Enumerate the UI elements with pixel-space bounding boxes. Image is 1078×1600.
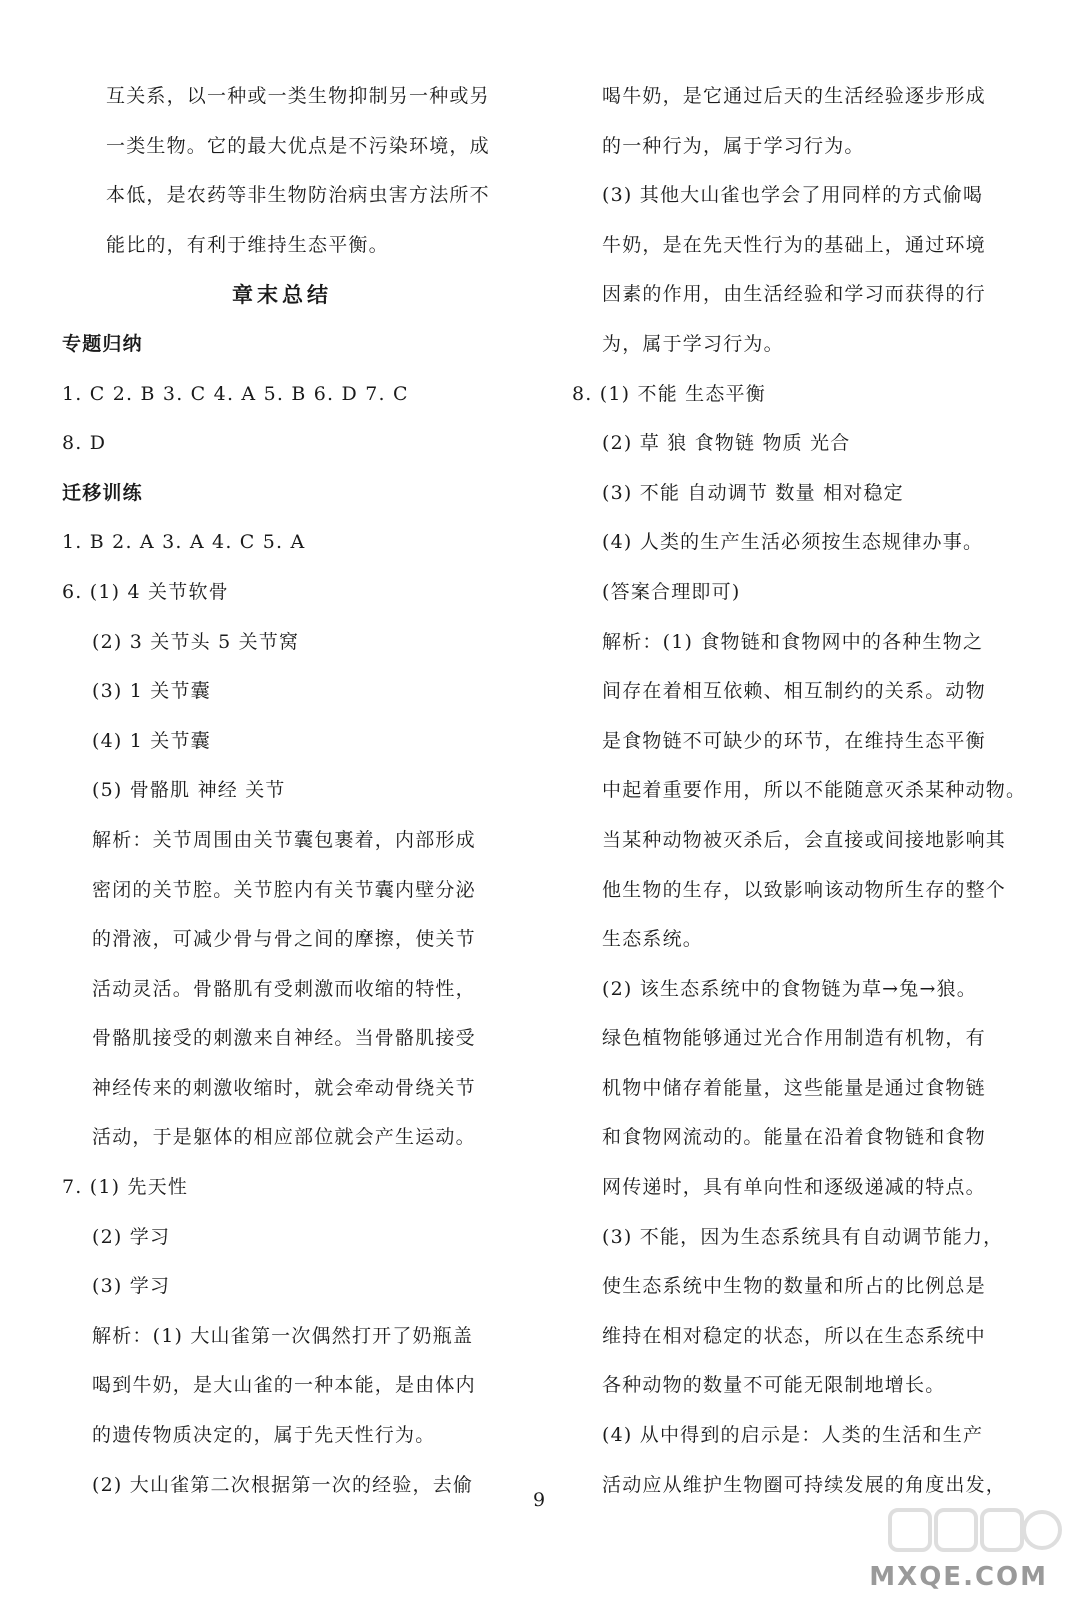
text-line: 网传递时，具有单向性和逐级递减的特点。 <box>602 1176 986 1199</box>
text-line: 神经传来的刺激收缩时，就会牵动骨绕关节 <box>92 1076 476 1099</box>
text-line: (4) 人类的生产生活必须按生态规律办事。 <box>602 531 984 554</box>
text-line: 能比的，有利于维持生态平衡。 <box>106 233 389 256</box>
text-line: 1. C 2. B 3. C 4. A 5. B 6. D 7. C <box>62 382 409 405</box>
text-line: 解析：(1) 大山雀第一次偶然打开了奶瓶盖 <box>92 1324 474 1347</box>
text-line: (4) 从中得到的启示是：人类的生活和生产 <box>602 1424 984 1447</box>
text-line: 1. B 2. A 3. A 4. C 5. A <box>62 531 306 554</box>
text-line: 维持在相对稳定的状态，所以在生态系统中 <box>602 1324 986 1347</box>
section-heading: 专题归纳 <box>62 332 143 355</box>
section-heading: 迁移训练 <box>62 481 143 504</box>
text-line: (5) 骨骼肌 神经 关节 <box>92 779 286 802</box>
text-line: (2) 大山雀第二次根据第一次的经验，去偷 <box>92 1473 474 1496</box>
text-line: (答案合理即可) <box>602 580 741 603</box>
left-column <box>62 72 502 1510</box>
text-line: 本低，是农药等非生物防治病虫害方法所不 <box>106 184 490 207</box>
text-line: 活动灵活。骨骼肌有受刺激而收缩的特性， <box>92 977 476 1000</box>
text-line: (3) 其他大山雀也学会了用同样的方式偷喝 <box>602 184 984 207</box>
text-line: (2) 学习 <box>92 1225 171 1248</box>
text-line: 为，属于学习行为。 <box>602 332 784 355</box>
right-column <box>572 72 1027 1510</box>
text-line: 6. (1) 4 关节软骨 <box>62 580 229 603</box>
text-line: 当某种动物被灭杀后，会直接或间接地影响其 <box>602 828 1007 851</box>
text-line: 8. (1) 不能 生态平衡 <box>572 382 766 405</box>
text-line: 密闭的关节腔。关节腔内有关节囊内壁分泌 <box>92 878 476 901</box>
text-line: 因素的作用，由生活经验和学习而获得的行 <box>602 283 986 306</box>
text-line: 的遗传物质决定的，属于先天性行为。 <box>92 1424 436 1447</box>
text-line: 生态系统。 <box>602 928 704 951</box>
text-line: 是食物链不可缺少的环节，在维持生态平衡 <box>602 729 986 752</box>
text-line: 机物中储存着能量，这些能量是通过食物链 <box>602 1076 986 1099</box>
text-line: 的滑液，可减少骨与骨之间的摩擦，使关节 <box>92 928 476 951</box>
page-number: 9 <box>532 1489 546 1511</box>
text-line: 使生态系统中生物的数量和所占的比例总是 <box>602 1275 986 1298</box>
text-line: 他生物的生存，以致影响该动物所生存的整个 <box>602 878 1007 901</box>
text-line: 骨骼肌接受的刺激来自神经。当骨骼肌接受 <box>92 1027 476 1050</box>
text-line: 喝牛奶，是它通过后天的生活经验逐步形成 <box>602 85 986 107</box>
text-line: 绿色植物能够通过光合作用制造有机物，有 <box>602 1027 986 1050</box>
text-line: 8. D <box>62 432 107 455</box>
section-title: 章末总结 <box>232 282 332 308</box>
text-line: (2) 草 狼 食物链 物质 光合 <box>602 432 851 455</box>
text-line: 解析：(1) 食物链和食物网中的各种生物之 <box>602 630 984 653</box>
text-line: 一类生物。它的最大优点是不污染环境，成 <box>106 134 490 157</box>
text-line: 中起着重要作用，所以不能随意灭杀某种动物。 <box>602 779 1027 802</box>
text-line: 各种动物的数量不可能无限制地增长。 <box>602 1374 946 1397</box>
watermark-text: MXQE.COM <box>869 1562 1048 1592</box>
text-line: (3) 不能 自动调节 数量 相对稳定 <box>602 481 904 504</box>
text-line: (3) 学习 <box>92 1275 171 1298</box>
text-line: 和食物网流动的。能量在沿着食物链和食物 <box>602 1126 986 1149</box>
text-line: (2) 3 关节头 5 关节窝 <box>92 630 300 653</box>
text-line: 喝到牛奶，是大山雀的一种本能，是由体内 <box>92 1374 476 1397</box>
text-line: 活动应从维护生物圈可持续发展的角度出发， <box>602 1473 1007 1496</box>
text-line: (2) 该生态系统中的食物链为草→兔→狼。 <box>602 977 977 1000</box>
text-line: 活动，于是躯体的相应部位就会产生运动。 <box>92 1126 476 1149</box>
text-line: (3) 1 关节囊 <box>92 680 211 703</box>
text-line: (3) 不能，因为生态系统具有自动调节能力， <box>602 1225 1004 1248</box>
text-line: 互关系，以一种或一类生物抑制另一种或另 <box>106 85 490 107</box>
text-line: 牛奶，是在先天性行为的基础上，通过环境 <box>602 233 986 256</box>
text-line: (4) 1 关节囊 <box>92 729 211 752</box>
text-line: 解析：关节周围由关节囊包裹着，内部形成 <box>92 828 476 851</box>
text-line: 间存在着相互依赖、相互制约的关系。动物 <box>602 680 986 703</box>
text-line: 7. (1) 先天性 <box>62 1176 189 1199</box>
text-line: 的一种行为，属于学习行为。 <box>602 134 865 157</box>
